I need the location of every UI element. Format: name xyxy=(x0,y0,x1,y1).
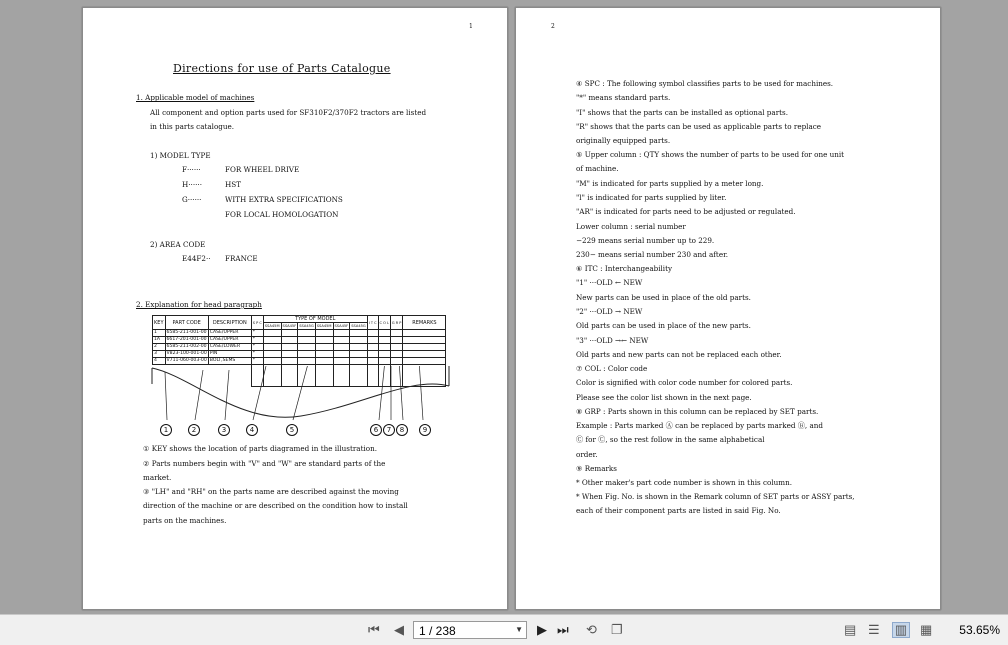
cell: PIN xyxy=(208,351,251,358)
text-line: "1" ···OLD ← NEW xyxy=(576,278,643,287)
cell: * xyxy=(251,330,263,337)
page-number: 2 xyxy=(551,23,555,30)
first-page-icon[interactable]: ⏮ xyxy=(368,622,380,637)
cell: * xyxy=(251,337,263,344)
text-line: Old parts and new parts can not be replaced each other. xyxy=(576,350,782,359)
cell: 1A xyxy=(153,337,166,344)
text-line: order. xyxy=(576,450,598,459)
model-col: SSA45M xyxy=(316,324,332,328)
callout-2: 2 xyxy=(188,424,200,436)
text-line: Lower column : serial number xyxy=(576,222,686,231)
text-line: "*" means standard parts. xyxy=(576,93,671,102)
cell: * xyxy=(251,358,263,365)
cell: 6585-211-001-00 xyxy=(166,330,207,335)
text-line: All component and option parts used for SF310F2/370F2 tractors are listed xyxy=(150,108,427,117)
rotate-icon[interactable]: ⟲ xyxy=(586,622,597,637)
page-1 xyxy=(82,7,508,610)
continuous-icon[interactable]: ☰ xyxy=(868,622,880,637)
text-line: Please see the color list shown in the next page. xyxy=(576,393,752,402)
note-line: ③ "LH" and "RH" on the parts name are described against the moving xyxy=(143,487,399,496)
text-line: "3" ···OLD →← NEW xyxy=(576,336,649,345)
callout-6: 6 xyxy=(370,424,382,436)
note-line: ② Parts numbers begin with "V" and "W" are standard parts of the xyxy=(143,459,386,468)
note-line: market. xyxy=(143,473,172,482)
two-page-icon[interactable]: ▥ xyxy=(892,622,910,638)
page-number: 1 xyxy=(469,23,473,30)
callout-1: 1 xyxy=(160,424,172,436)
area-key: E44F2·· xyxy=(182,254,211,263)
callout-4: 4 xyxy=(246,424,258,436)
cell: 3 xyxy=(153,351,166,358)
section-heading: 1. Applicable model of machines xyxy=(136,93,255,102)
table-row xyxy=(153,330,446,337)
col-remarks: REMARKS xyxy=(403,316,446,330)
model-col: SSA45G xyxy=(351,324,366,328)
text-line: * Other maker's part code number is shown in this column. xyxy=(576,478,792,487)
text-line: "R" shows that the parts can be used as applicable parts to replace xyxy=(576,122,822,131)
col-itc: I T C xyxy=(367,316,378,330)
text-line: "AR" is indicated for parts need to be adjusted or regulated. xyxy=(576,207,796,216)
cell: V711-060-003-00 xyxy=(166,358,207,363)
text-line: ⑨ Remarks xyxy=(576,464,617,473)
text-line: of machine. xyxy=(576,164,619,173)
callout-8: 8 xyxy=(396,424,408,436)
chevron-down-icon: ▼ xyxy=(515,625,523,634)
cell: * xyxy=(251,351,263,358)
model-value: FOR WHEEL DRIVE xyxy=(225,165,300,174)
next-page-icon[interactable]: ▶ xyxy=(537,622,547,637)
col-key: KEY xyxy=(153,316,166,330)
col-description: DESCRIPTION xyxy=(208,316,251,330)
model-key: H······ xyxy=(182,180,202,189)
model-value: HST xyxy=(225,180,241,189)
page-indicator-select[interactable] xyxy=(413,621,527,639)
callout-3: 3 xyxy=(218,424,230,436)
col-spc: S P C xyxy=(251,316,263,330)
callout-7: 7 xyxy=(383,424,395,436)
callout-5: 5 xyxy=(286,424,298,436)
text-line: ④ SPC : The following symbol classifies parts to be used for machines. xyxy=(576,79,834,88)
text-line: Old parts can be used in place of the new parts. xyxy=(576,321,751,330)
col-grp: G R P xyxy=(390,316,402,330)
area-value: FRANCE xyxy=(225,254,258,263)
text-line: 230− means serial number 230 and after. xyxy=(576,250,728,259)
cell: 1 xyxy=(153,330,166,337)
text-line: Color is signified with color code number for colored parts. xyxy=(576,378,793,387)
viewer-toolbar xyxy=(0,614,1008,645)
model-col: SSA45G xyxy=(299,324,314,328)
cell: 6585-211-002-00 xyxy=(166,344,207,349)
page-title: Directions for use of Parts Catalogue xyxy=(173,62,391,75)
callout-9: 9 xyxy=(419,424,431,436)
text-line: Example : Parts marked Ⓐ can be replaced by parts marked Ⓑ, and xyxy=(576,421,823,430)
cell: CASE/UPPER xyxy=(208,330,251,337)
table-row xyxy=(153,351,446,358)
text-line: ⑦ COL : Color code xyxy=(576,364,648,373)
cell: V823-100-001-00 xyxy=(166,351,207,356)
model-value: WITH EXTRA SPECIFICATIONS xyxy=(225,195,343,204)
table-row xyxy=(153,344,446,351)
text-line: "I" shows that the parts can be installed as optional parts. xyxy=(576,108,788,117)
text-line: ⑧ GRP : Parts shown in this column can be replaced by SET parts. xyxy=(576,407,819,416)
model-key: G······ xyxy=(182,195,202,204)
page-indicator-text: 1 / 238 xyxy=(419,624,456,638)
page-2 xyxy=(515,7,941,610)
col-col: C O L xyxy=(378,316,390,330)
cell: 4 xyxy=(153,358,166,365)
note-line: direction of the machine or are described on the condition how to install xyxy=(143,501,408,510)
text-line: * When Fig. No. is shown in the Remark column of SET parts or ASSY parts, xyxy=(576,492,855,501)
col-part-code: PART CODE xyxy=(165,316,208,330)
text-line: originally equipped parts. xyxy=(576,136,671,145)
text-line: each of their component parts are listed in said Fig. No. xyxy=(576,506,781,515)
zoom-level[interactable]: 53.65% xyxy=(959,623,1000,637)
last-page-icon[interactable]: ⏭ xyxy=(557,622,569,637)
text-line: "l" is indicated for parts supplied by liter. xyxy=(576,193,727,202)
copy-icon[interactable]: ❐ xyxy=(611,622,623,637)
table-row xyxy=(153,337,446,344)
model-col: SSA45F xyxy=(282,324,297,328)
cell: * xyxy=(251,344,263,351)
text-line: ⑥ ITC : Interchangeability xyxy=(576,264,673,273)
text-line: −229 means serial number up to 229. xyxy=(576,236,715,245)
text-line: in this parts catalogue. xyxy=(150,122,235,131)
model-value: FOR LOCAL HOMOLOGATION xyxy=(225,210,339,219)
table-row xyxy=(153,358,446,365)
sub-heading: 2) AREA CODE xyxy=(150,240,206,249)
col-type-of-model: TYPE OF MODEL xyxy=(263,316,367,323)
prev-page-icon[interactable]: ◀ xyxy=(394,622,404,637)
text-line: "2" ···OLD → NEW xyxy=(576,307,643,316)
text-line: "M" is indicated for parts supplied by a meter long. xyxy=(576,179,764,188)
cell: CASE/LOWER xyxy=(208,344,251,351)
note-line: ① KEY shows the location of parts diagramed in the illustration. xyxy=(143,444,378,453)
cell: 6617-201-001-00 xyxy=(166,337,207,342)
note-line: parts on the machines. xyxy=(143,516,227,525)
torn-edge-illustration xyxy=(151,366,451,426)
text-line: ⑤ Upper column : QTY shows the number of parts to be used for one unit xyxy=(576,150,845,159)
text-line: Ⓒ for Ⓒ, so the rest follow in the same alphabetical xyxy=(576,435,765,444)
text-line: New parts can be used in place of the old parts. xyxy=(576,293,751,302)
model-col: SSA45M xyxy=(264,324,280,328)
single-page-icon[interactable]: ▤ xyxy=(844,622,857,637)
two-page-continuous-icon[interactable]: ▦ xyxy=(920,622,933,637)
sub-heading: 1) MODEL TYPE xyxy=(150,151,211,160)
cell: 2 xyxy=(153,344,166,351)
section-heading: 2. Explanation for head paragraph xyxy=(136,300,262,309)
model-key: F······ xyxy=(182,165,201,174)
cell: CASE/UPPER xyxy=(208,337,251,344)
model-col: SSA45F xyxy=(334,324,349,328)
cell: BOLT,SEMS xyxy=(208,358,251,365)
